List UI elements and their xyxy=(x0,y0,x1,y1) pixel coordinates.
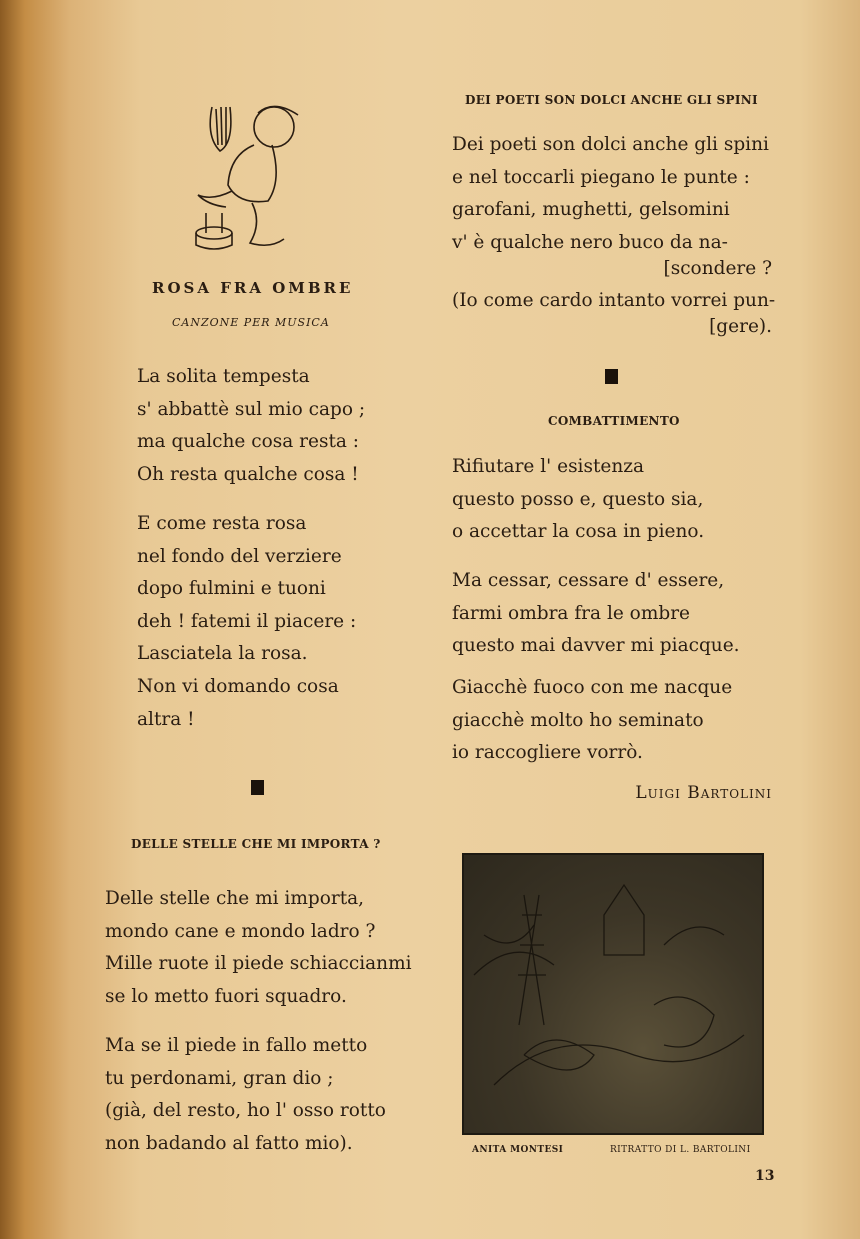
verse-line: nel fondo del verziere xyxy=(137,545,342,567)
poem-stanza xyxy=(105,1030,386,1160)
etching-portrait-image xyxy=(462,853,764,1135)
poem-stanza xyxy=(452,451,704,549)
verse-line: garofani, mughetti, gelsomini xyxy=(452,199,730,221)
image-caption-artist: ANITA MONTESI xyxy=(472,1145,564,1155)
verse-line: La solita tempesta xyxy=(137,366,310,387)
verse-line: mondo cane e mondo ladro ? xyxy=(105,920,376,942)
verse-line: (già, del resto, ho l' osso rotto xyxy=(105,1100,386,1122)
verse-line: io raccogliere vorrò. xyxy=(452,742,643,764)
poem-stanza xyxy=(105,883,412,1013)
verse-line: Oh resta qualche cosa ! xyxy=(137,463,359,485)
verse-line: Lasciatela la rosa. xyxy=(137,643,308,665)
poem-stanza xyxy=(452,129,776,344)
lyre-cherub-illustration xyxy=(192,95,320,255)
verse-line: Non vi domando cosa xyxy=(137,675,339,697)
poem-subtitle: CANZONE PER MUSICA xyxy=(172,316,330,329)
poem-title: DELLE STELLE CHE MI IMPORTA ? xyxy=(131,837,381,851)
verse-line-continuation: [gere). xyxy=(709,316,772,338)
verse-line: E come resta rosa xyxy=(137,513,307,534)
verse-line: s' abbattè sul mio capo ; xyxy=(137,398,366,420)
verse-line-continuation: [scondere ? xyxy=(663,257,772,279)
verse-line: giacchè molto ho seminato xyxy=(452,709,704,731)
verse-line: questo mai davver mi piacque. xyxy=(452,635,740,657)
verse-line: e nel toccarli piegano le punte : xyxy=(452,166,750,188)
verse-line: Giacchè fuoco con me nacque xyxy=(452,677,733,698)
poem-stanza xyxy=(452,565,740,663)
verse-line: Ma cessar, cessare d' essere, xyxy=(452,570,725,591)
verse-line: ma qualche cosa resta : xyxy=(137,431,360,453)
etching-drawing xyxy=(464,855,762,1133)
poem-stanza xyxy=(137,361,365,491)
poem-title: DEI POETI SON DOLCI ANCHE GLI SPINI xyxy=(465,93,758,107)
poem-title: COMBATTIMENTO xyxy=(548,414,680,428)
section-separator xyxy=(251,780,264,795)
verse-line: Dei poeti son dolci anche gli spini xyxy=(452,134,769,155)
poem-stanza xyxy=(452,672,732,770)
verse-line: v' è qualche nero buco da na- xyxy=(452,231,728,253)
image-caption-title: RITRATTO DI L. BARTOLINI xyxy=(610,1145,751,1155)
poem-stanza xyxy=(137,508,356,736)
verse-line: tu perdonami, gran dio ; xyxy=(105,1067,334,1089)
verse-line: non badando al fatto mio). xyxy=(105,1132,353,1154)
verse-line: o accettar la cosa in pieno. xyxy=(452,521,705,543)
section-separator xyxy=(605,369,618,384)
poem-title: ROSA FRA OMBRE xyxy=(152,279,354,297)
verse-line: se lo metto fuori squadro. xyxy=(105,985,347,1007)
verse-line: Ma se il piede in fallo metto xyxy=(105,1035,368,1056)
page-number: 13 xyxy=(755,1168,775,1184)
verse-line: farmi ombra fra le ombre xyxy=(452,602,690,624)
verse-line: dopo fulmini e tuoni xyxy=(137,578,326,600)
verse-line: altra ! xyxy=(137,708,195,730)
verse-line: Rifiutare l' esistenza xyxy=(452,456,645,477)
verse-line: questo posso e, questo sia, xyxy=(452,488,704,510)
verse-line: Mille ruote il piede schiaccianmi xyxy=(105,953,412,975)
verse-line: (Io come cardo intanto vorrei pun- xyxy=(452,290,776,312)
verse-line: Delle stelle che mi importa, xyxy=(105,888,365,909)
verse-line: deh ! fatemi il piacere : xyxy=(137,610,357,632)
author-signature: Luigi Bartolini xyxy=(635,783,772,803)
